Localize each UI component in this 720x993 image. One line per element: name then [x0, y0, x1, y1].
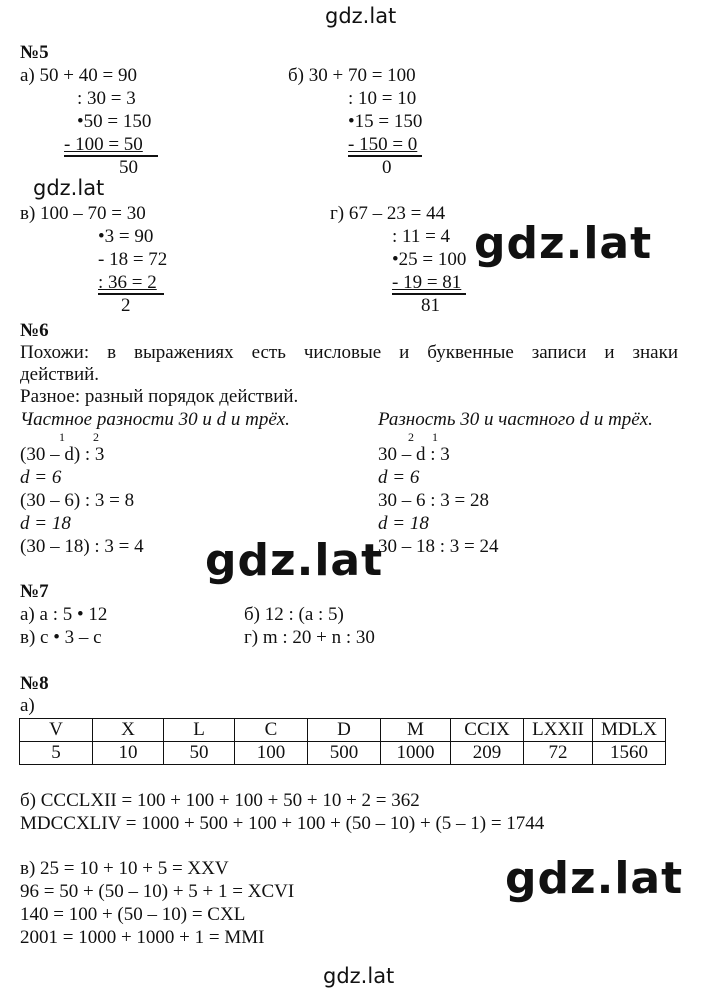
task5-v-line1: в) 100 – 70 = 30	[20, 203, 146, 224]
task6-left-line2: d = 6	[20, 467, 62, 488]
table-cell: X	[93, 719, 164, 742]
task7-a: а) a : 5 • 12	[20, 604, 108, 625]
table-cell: MDLX	[593, 719, 666, 742]
task8-b-line2: MDCCXLIV = 1000 + 500 + 100 + 100 + (50 – 10) + (5 – 1) = 1744	[20, 813, 545, 834]
task6-left-line3: (30 – 6) : 3 = 8	[20, 490, 135, 511]
watermark-top: gdz.lat	[325, 4, 397, 28]
task5-b-result: 0	[382, 157, 392, 178]
task5-a-line3: •50 = 150	[77, 111, 152, 132]
roman-numerals-table	[19, 718, 666, 765]
task5-b-line3: •15 = 150	[348, 111, 423, 132]
task6-right-line3: 30 – 6 : 3 = 28	[378, 490, 489, 511]
task6-similar-line2: действий.	[20, 364, 100, 385]
task8-b-line1: б) CCCLXII = 100 + 100 + 100 + 50 + 10 + 2 = 362	[20, 790, 420, 811]
table-cell: 209	[451, 742, 524, 765]
task6-right-line1: 30 – d : 3	[378, 444, 450, 465]
task5-a-line1: а) 50 + 40 = 90	[20, 65, 137, 86]
table-cell: D	[308, 719, 381, 742]
task6-heading: №6	[20, 320, 49, 341]
task5-a-result-line	[64, 155, 158, 157]
table-cell: 100	[235, 742, 308, 765]
task6-right-line2: d = 6	[378, 467, 420, 488]
table-cell: 1560	[593, 742, 666, 765]
task6-right-title: Разность 30 и частного d и трёх.	[378, 409, 653, 430]
task5-g-line4: - 19 = 81	[392, 272, 462, 293]
task6-right-line5: 30 – 18 : 3 = 24	[378, 536, 499, 557]
task6-right-order-mark-1: 1	[432, 430, 438, 444]
task7-heading: №7	[20, 581, 49, 602]
table-cell: L	[164, 719, 235, 742]
task5-v-result: 2	[121, 295, 131, 316]
task5-v-line4: : 36 = 2	[98, 272, 157, 293]
task5-a-line4: - 100 = 50	[64, 134, 143, 155]
watermark-big-center: gdz.lat	[205, 535, 384, 586]
task5-a-result: 50	[119, 157, 138, 178]
table-cell: M	[381, 719, 451, 742]
task8-a-label: а)	[20, 695, 35, 716]
task6-right-line4: d = 18	[378, 513, 429, 534]
task6-different: Разное: разный порядок действий.	[20, 386, 299, 407]
table-cell: V	[20, 719, 93, 742]
task5-g-line2: : 11 = 4	[392, 226, 451, 247]
table-cell: 5	[20, 742, 93, 765]
task6-left-line5: (30 – 18) : 3 = 4	[20, 536, 144, 557]
table-row-arabic	[20, 742, 666, 765]
task7-v: в) c • 3 – c	[20, 627, 102, 648]
table-cell: 72	[524, 742, 593, 765]
table-cell: 10	[93, 742, 164, 765]
task5-g-result: 81	[421, 295, 440, 316]
watermark-big-bottom: gdz.lat	[505, 853, 684, 904]
watermark-small-left: gdz.lat	[33, 176, 105, 200]
task8-heading: №8	[20, 673, 49, 694]
task5-v-line3: - 18 = 72	[98, 249, 168, 270]
task5-b-line1: б) 30 + 70 = 100	[288, 65, 416, 86]
task5-a-line2: : 30 = 3	[77, 88, 136, 109]
table-cell: 50	[164, 742, 235, 765]
task8-v-line1: в) 25 = 10 + 10 + 5 = XXV	[20, 858, 229, 879]
task6-left-order-mark-2: 2	[93, 430, 99, 444]
task8-v-line4: 2001 = 1000 + 1000 + 1 = MMI	[20, 927, 265, 948]
task8-v-line3: 140 = 100 + (50 – 10) = CXL	[20, 904, 246, 925]
table-row-roman	[20, 719, 666, 742]
task7-b: б) 12 : (a : 5)	[244, 604, 344, 625]
task8-v-line2: 96 = 50 + (50 – 10) + 5 + 1 = XCVI	[20, 881, 295, 902]
watermark-big-right: gdz.lat	[474, 218, 653, 269]
task5-b-line4: - 150 = 0	[348, 134, 418, 155]
task7-g: г) m : 20 + n : 30	[244, 627, 375, 648]
table-cell: 1000	[381, 742, 451, 765]
task6-left-title: Частное разности 30 и d и трёх.	[20, 409, 290, 430]
table-cell: CCIX	[451, 719, 524, 742]
task5-v-result-line	[98, 293, 164, 295]
task5-g-line3: •25 = 100	[392, 249, 467, 270]
table-cell: C	[235, 719, 308, 742]
watermark-bottom: gdz.lat	[323, 964, 395, 988]
task5-b-line2: : 10 = 10	[348, 88, 417, 109]
task6-similar-line1: Похожи: в выражениях есть числовые и буквенные записи и знаки	[20, 342, 678, 363]
task6-left-order-mark-1: 1	[59, 430, 65, 444]
task5-g-line1: г) 67 – 23 = 44	[330, 203, 446, 224]
task6-left-line4: d = 18	[20, 513, 71, 534]
table-cell: 500	[308, 742, 381, 765]
task6-right-order-mark-2: 2	[408, 430, 414, 444]
table-cell: LXXII	[524, 719, 593, 742]
task6-left-line1: (30 – d) : 3	[20, 444, 105, 465]
task5-heading: №5	[20, 42, 49, 63]
task5-v-line2: •3 = 90	[98, 226, 154, 247]
